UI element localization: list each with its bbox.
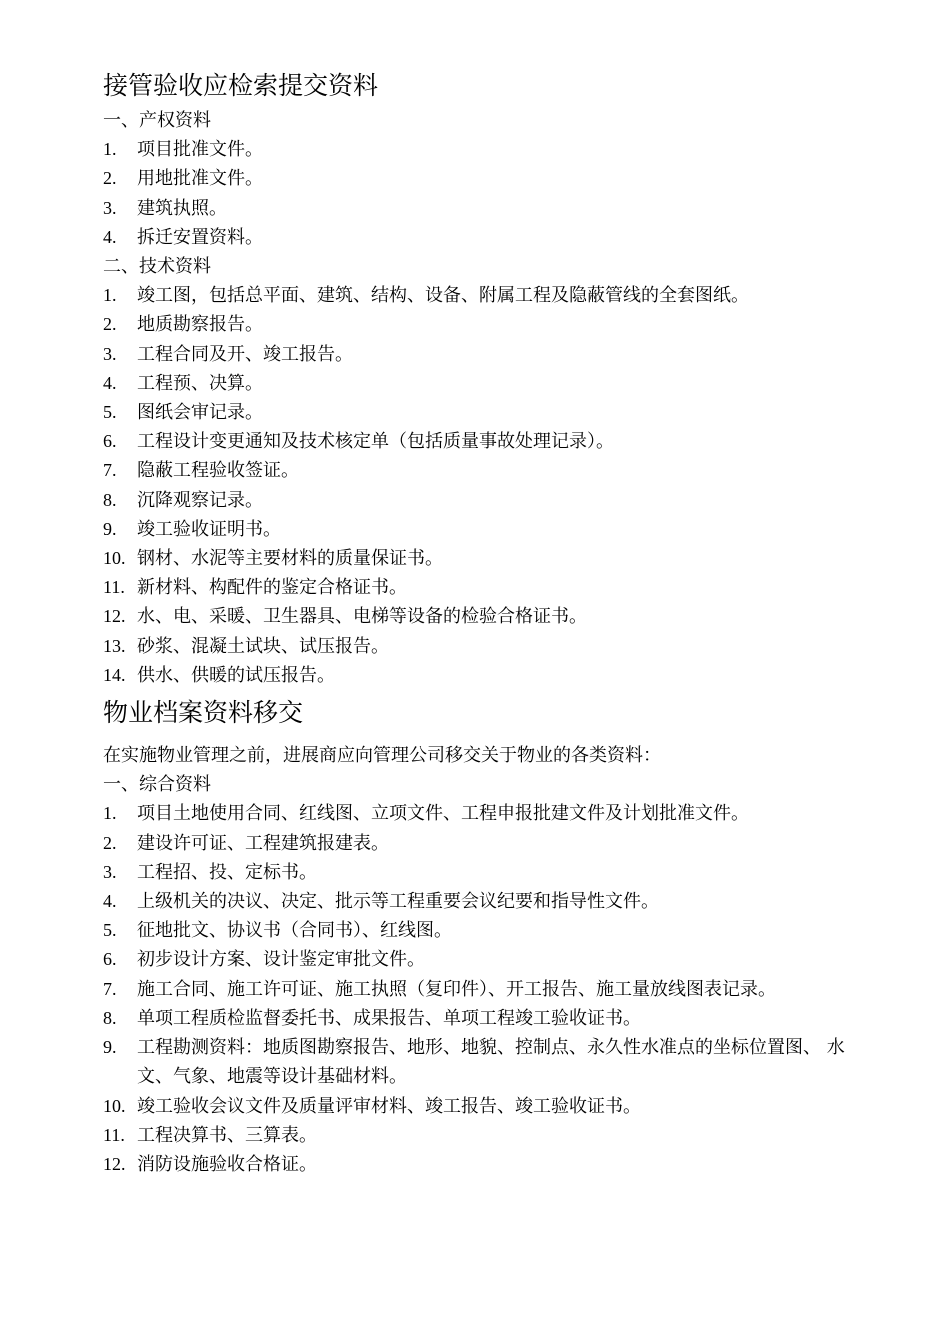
list-item — [103, 1121, 863, 1150]
item-text: 单项工程质检监督委托书、成果报告、单项工程竣工验收证书。 — [137, 1007, 641, 1029]
list-item — [103, 456, 863, 485]
item-number: 9. — [103, 1037, 117, 1058]
general-docs-heading: 一、综合资料 — [103, 774, 211, 796]
item-number: 10. — [103, 1095, 126, 1116]
item-number: 6. — [103, 949, 117, 970]
item-number: 6. — [103, 431, 117, 452]
item-number: 3. — [103, 861, 117, 882]
item-text: 项目批准文件。 — [137, 139, 263, 161]
item-text: 地质勘察报告。 — [137, 314, 263, 336]
item-text: 初步设计方案、设计鉴定审批文件。 — [137, 949, 425, 971]
list-item — [103, 916, 863, 945]
item-number: 2. — [103, 832, 117, 853]
item-text: 图纸会审记录。 — [137, 402, 263, 424]
item-number: 3. — [103, 197, 117, 218]
list-item — [103, 858, 863, 887]
list-item — [103, 340, 863, 369]
list-item — [103, 602, 863, 631]
item-number: 8. — [103, 1007, 117, 1028]
item-text: 工程合同及开、竣工报告。 — [137, 343, 353, 365]
item-text: 建设许可证、工程建筑报建表。 — [137, 832, 389, 854]
property-docs-heading: 一、产权资料 — [103, 110, 211, 131]
item-text: 上级机关的决议、决定、批示等工程重要会议纪要和指导性文件。 — [137, 891, 659, 913]
item-text: 水、电、采暖、卫生器具、电梯等设备的检验合格证书。 — [137, 606, 587, 628]
item-text: 工程决算书、三算表。 — [137, 1124, 317, 1146]
list-item — [103, 398, 863, 427]
item-number: 1. — [103, 139, 117, 160]
list-item — [103, 661, 863, 690]
item-number: 12. — [103, 1153, 126, 1174]
list-item — [103, 1033, 863, 1091]
list-item — [103, 1092, 863, 1121]
item-text: 用地批准文件。 — [137, 168, 263, 190]
section1-title: 接管验收应检索提交资料 — [103, 71, 379, 100]
item-text: 砂浆、混凝土试块、试压报告。 — [137, 635, 389, 657]
item-number: 4. — [103, 226, 117, 247]
technical-docs-heading: 二、技术资料 — [103, 256, 211, 278]
item-text: 建筑执照。 — [137, 197, 227, 219]
item-number: 4. — [103, 891, 117, 912]
item-text: 工程勘测资料：地质图勘察报告、地形、地貌、控制点、永久性水准点的坐标位置图、 水文、气象、地震等设计基础材料。 — [137, 1037, 845, 1088]
document-page — [103, 66, 863, 1179]
item-text: 隐蔽工程验收签证。 — [137, 460, 299, 482]
section2-title: 物业档案资料移交 — [103, 698, 304, 728]
item-number: 8. — [103, 489, 117, 510]
list-item — [103, 223, 863, 252]
list-item — [103, 945, 863, 974]
list-item — [103, 829, 863, 858]
list-item — [103, 1150, 863, 1179]
list-item — [103, 975, 863, 1004]
list-item — [103, 310, 863, 339]
list-item — [103, 887, 863, 916]
list-item — [103, 544, 863, 573]
item-number: 7. — [103, 978, 117, 999]
item-number: 5. — [103, 920, 117, 941]
item-text: 沉降观察记录。 — [137, 489, 263, 511]
item-number: 9. — [103, 518, 117, 539]
section2-intro: 在实施物业管理之前，进展商应向管理公司移交关于物业的各类资料： — [103, 745, 661, 767]
list-item — [103, 515, 863, 544]
list-item — [103, 135, 863, 164]
list-item — [103, 573, 863, 602]
item-text: 钢材、水泥等主要材料的质量保证书。 — [137, 548, 443, 570]
item-text: 拆迁安置资料。 — [137, 226, 263, 248]
item-text: 工程预、决算。 — [137, 372, 263, 394]
list-item — [103, 799, 863, 828]
item-text: 竣工图，包括总平面、建筑、结构、设备、附属工程及隐蔽管线的全套图纸。 — [137, 285, 749, 307]
item-number: 4. — [103, 372, 117, 393]
item-number: 1. — [103, 803, 117, 824]
item-number: 5. — [103, 402, 117, 423]
list-item — [103, 486, 863, 515]
list-item — [103, 427, 863, 456]
item-number: 3. — [103, 343, 117, 364]
list-item — [103, 632, 863, 661]
item-text: 竣工验收会议文件及质量评审材料、竣工报告、竣工验收证书。 — [137, 1095, 641, 1117]
item-text: 工程招、投、定标书。 — [137, 861, 317, 883]
item-number: 2. — [103, 314, 117, 335]
item-text: 征地批文、协议书（合同书）、红线图。 — [137, 920, 452, 942]
item-number: 10. — [103, 548, 126, 569]
technical-docs-list — [103, 281, 863, 690]
item-text: 项目土地使用合同、红线图、立项文件、工程申报批建文件及计划批准文件。 — [137, 803, 749, 825]
item-text: 新材料、构配件的鉴定合格证书。 — [137, 577, 407, 599]
item-text: 竣工验收证明书。 — [137, 518, 281, 540]
item-number: 11. — [103, 577, 125, 598]
list-item — [103, 369, 863, 398]
item-number: 12. — [103, 606, 126, 627]
item-number: 1. — [103, 285, 117, 306]
property-docs-list — [103, 135, 863, 252]
item-number: 11. — [103, 1124, 125, 1145]
item-number: 13. — [103, 635, 126, 656]
list-item — [103, 194, 863, 223]
item-text: 施工合同、施工许可证、施工执照（复印件）、开工报告、施工量放线图表记录。 — [137, 978, 776, 1000]
list-item — [103, 281, 863, 310]
item-text: 消防设施验收合格证。 — [137, 1153, 317, 1175]
general-docs-list — [103, 799, 863, 1179]
item-number: 7. — [103, 460, 117, 481]
list-item — [103, 1004, 863, 1033]
item-text: 供水、供暖的试压报告。 — [137, 664, 335, 686]
item-number: 2. — [103, 168, 117, 189]
list-item — [103, 164, 863, 193]
item-number: 14. — [103, 664, 126, 685]
item-text: 工程设计变更通知及技术核定单（包括质量事故处理记录）。 — [137, 431, 614, 453]
